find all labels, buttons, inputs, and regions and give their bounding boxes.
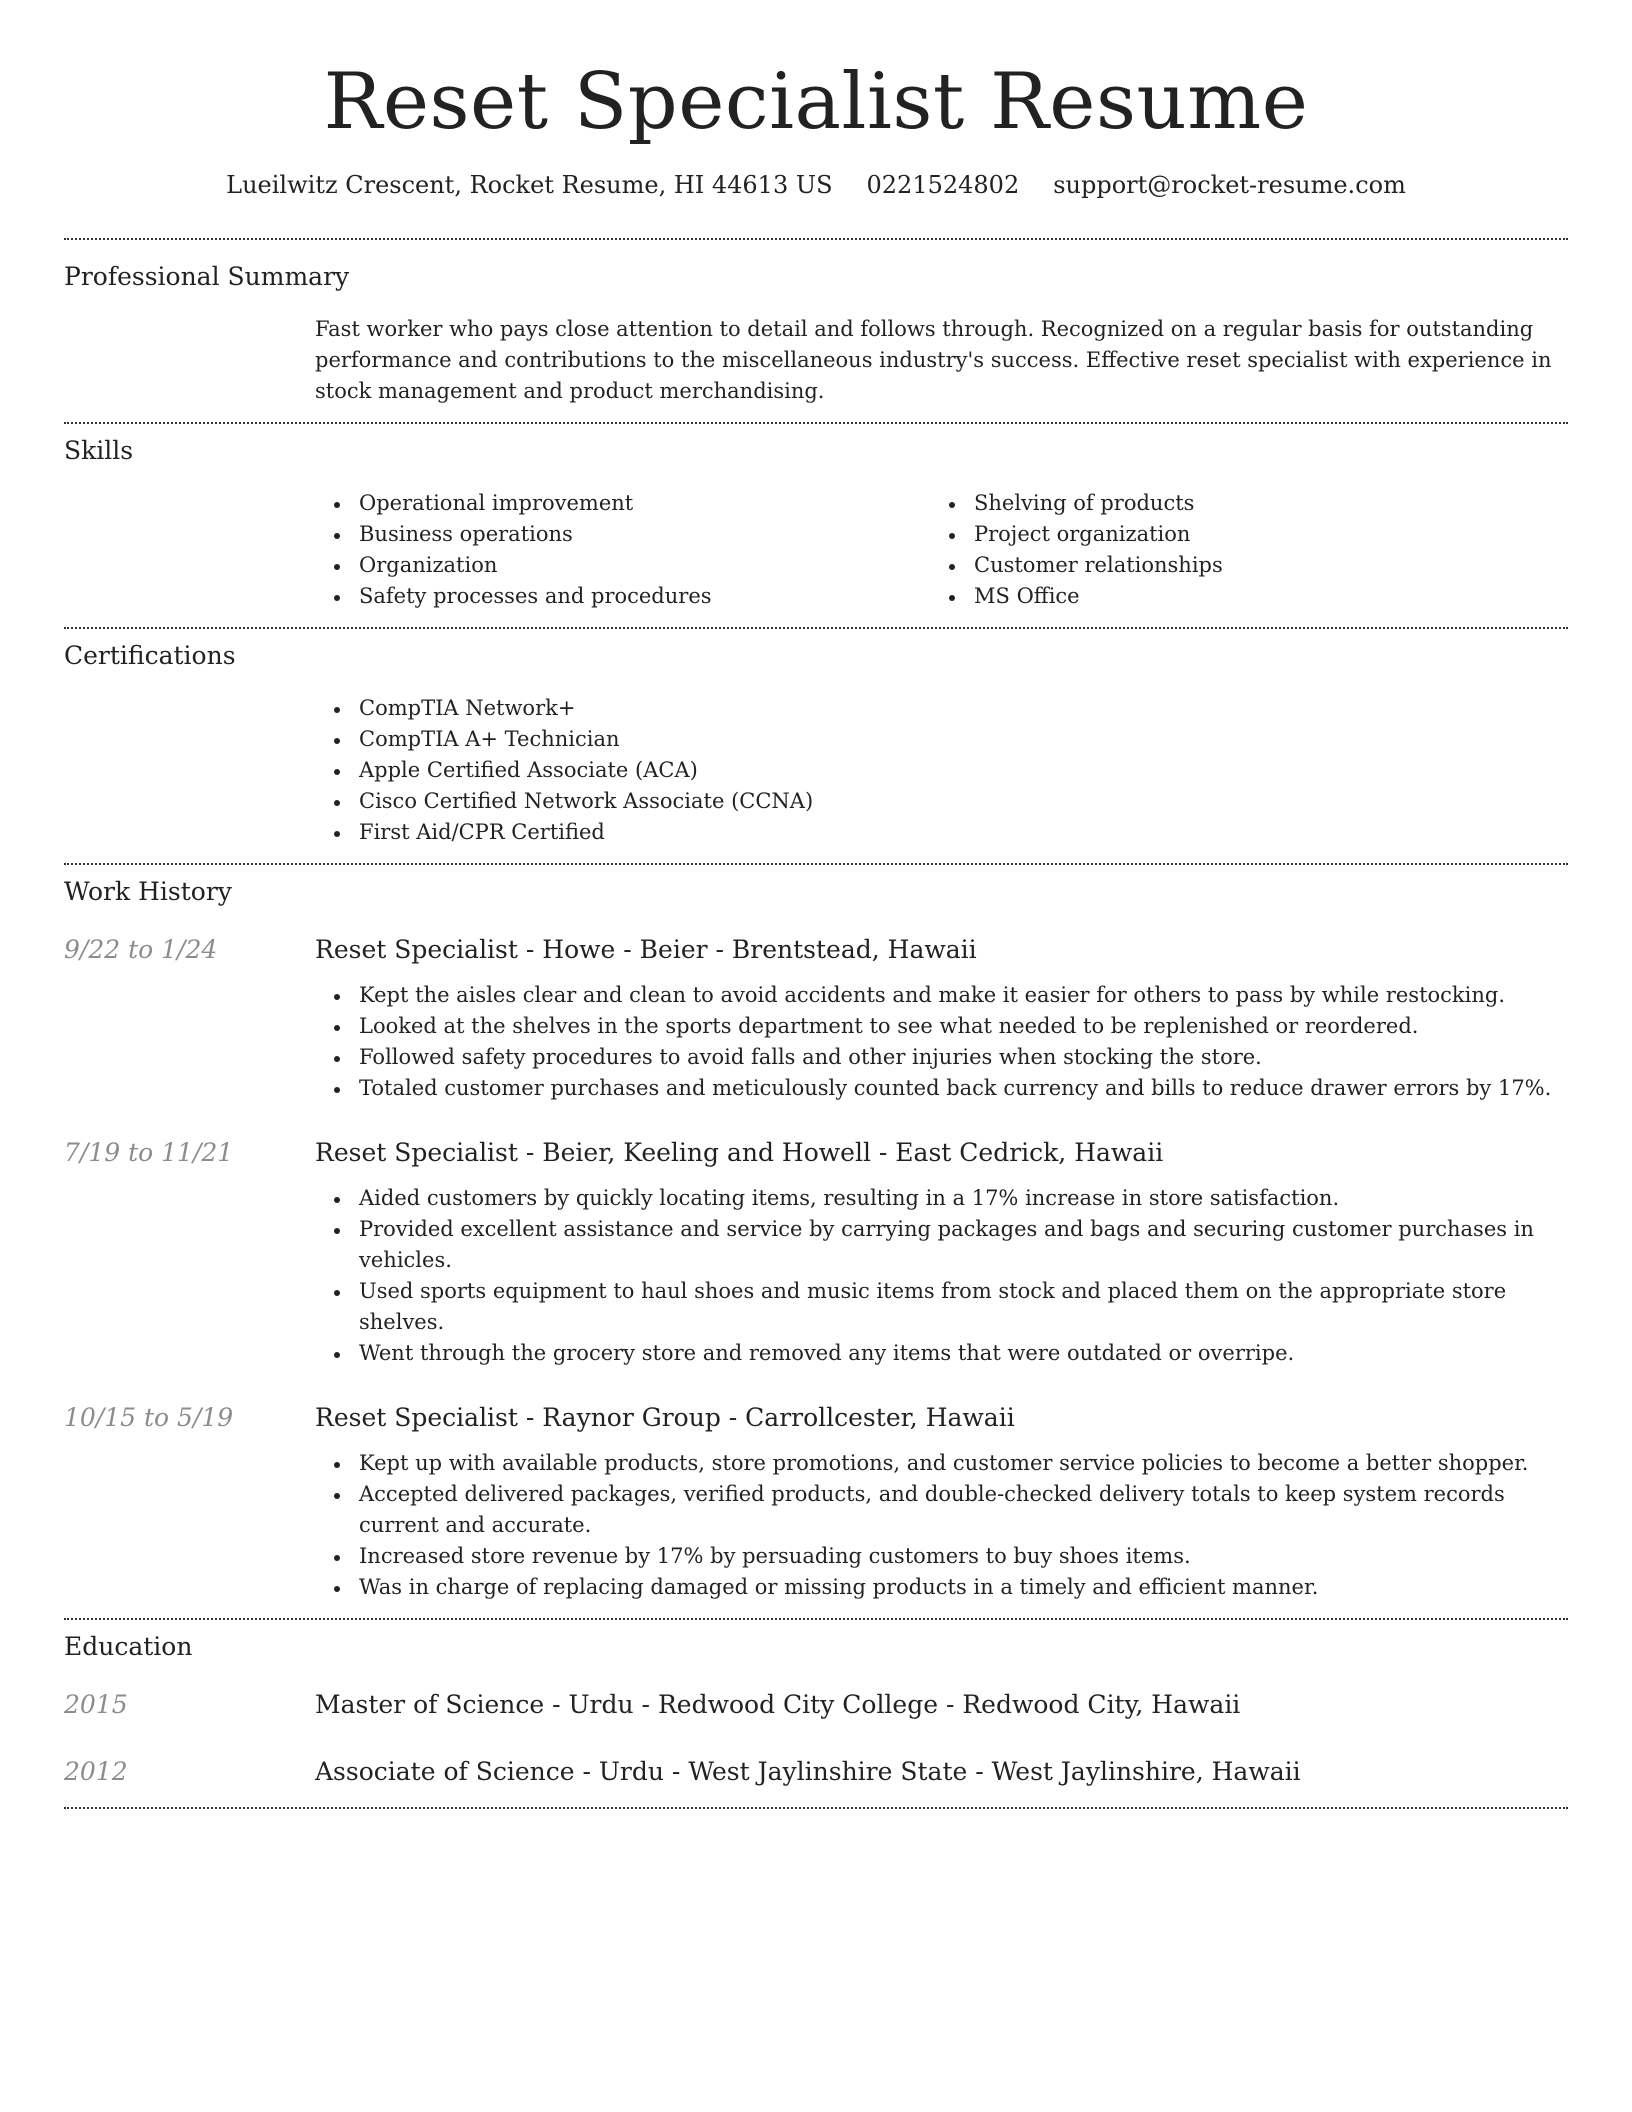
certification-item: CompTIA Network+ [315,693,1568,724]
job-title: Reset Specialist - Howe - Beier - Brentstead, Hawaii [315,935,977,964]
skill-item: MS Office [930,581,1545,612]
job-bullet: Looked at the shelves in the sports department to see what needed to be replenished or reordered. [315,1011,1568,1042]
skill-item: Safety processes and procedures [315,581,930,612]
education-entry [64,1688,1568,1722]
contact-address: Lueilwitz Crescent, Rocket Resume, HI 44613 US [226,171,833,199]
job-bullet: Kept up with available products, store promotions, and customer service policies to become a better shopper. [315,1448,1568,1479]
job-dates: 9/22 to 1/24 [64,935,218,964]
job-dates: 7/19 to 11/21 [64,1138,234,1167]
job-bullet: Used sports equipment to haul shoes and music items from stock and placed them on the appropriate store shelves. [315,1276,1568,1338]
education-section [64,1620,1568,1789]
skill-item: Operational improvement [315,488,930,519]
job-title: Reset Specialist - Beier, Keeling and Howell - East Cedrick, Hawaii [315,1138,1164,1167]
job-entry [64,1401,1568,1603]
education-degree: Master of Science - Urdu - Redwood City College - Redwood City, Hawaii [315,1690,1241,1719]
skills-column-left [315,488,930,612]
job-bullet: Went through the grocery store and removed any items that were outdated or overripe. [315,1338,1568,1369]
job-bullet: Increased store revenue by 17% by persuading customers to buy shoes items. [315,1541,1568,1572]
contact-line [64,168,1568,202]
job-bullet: Accepted delivered packages, verified products, and double-checked delivery totals to keep system records current and accurate. [315,1479,1568,1541]
job-dates: 10/15 to 5/19 [64,1403,234,1432]
job-bullets [315,1448,1568,1603]
job-bullet: Followed safety procedures to avoid falls and other injuries when stocking the store. [315,1042,1568,1073]
job-entry [64,933,1568,1104]
contact-phone: 0221524802 [866,171,1020,199]
skill-item: Customer relationships [930,550,1545,581]
job-title: Reset Specialist - Raynor Group - Carrollcester, Hawaii [315,1403,1015,1432]
contact-email: support@rocket-resume.com [1053,171,1406,199]
certification-item: Cisco Certified Network Associate (CCNA) [315,786,1568,817]
job-bullet: Aided customers by quickly locating items, resulting in a 17% increase in store satisfaction. [315,1183,1568,1214]
job-bullet: Kept the aisles clear and clean to avoid accidents and make it easier for others to pass by while restocking. [315,980,1568,1011]
job-entry [64,1136,1568,1369]
skill-item: Project organization [930,519,1545,550]
skills-column-right [930,488,1545,612]
job-bullets [315,1183,1568,1369]
skills-section [64,424,1568,612]
certifications-list [315,693,1568,848]
education-degree: Associate of Science - Urdu - West Jaylinshire State - West Jaylinshire, Hawaii [315,1757,1301,1786]
job-bullet: Totaled customer purchases and meticulously counted back currency and bills to reduce drawer errors by 17%. [315,1073,1568,1104]
summary-heading: Professional Summary [64,262,350,291]
work-history-section [64,865,1568,1603]
education-entry [64,1755,1568,1789]
certification-item: Apple Certified Associate (ACA) [315,755,1568,786]
summary-text: Fast worker who pays close attention to detail and follows through. Recognized on a regular basis for outstanding performance and contributions to the miscellaneous industry's success. Effective reset specialist with experience in stock management and product merchandising. [315,317,1552,403]
certification-item: CompTIA A+ Technician [315,724,1568,755]
resume-title: Reset Specialist Resume [323,57,1309,147]
work-history-heading: Work History [64,877,232,906]
certifications-heading: Certifications [64,641,236,670]
education-year: 2012 [64,1757,128,1786]
section-divider [64,1807,1568,1809]
skill-item: Organization [315,550,930,581]
skill-item: Shelving of products [930,488,1545,519]
job-bullet: Provided excellent assistance and service by carrying packages and bags and securing customer purchases in vehicles. [315,1214,1568,1276]
summary-section [64,240,1568,407]
certifications-section [64,629,1568,848]
job-bullets [315,980,1568,1104]
skills-columns [315,488,1568,612]
job-bullet: Was in charge of replacing damaged or missing products in a timely and efficient manner. [315,1572,1568,1603]
certification-item: First Aid/CPR Certified [315,817,1568,848]
education-year: 2015 [64,1690,128,1719]
skills-heading: Skills [64,436,134,465]
education-heading: Education [64,1632,193,1661]
skill-item: Business operations [315,519,930,550]
